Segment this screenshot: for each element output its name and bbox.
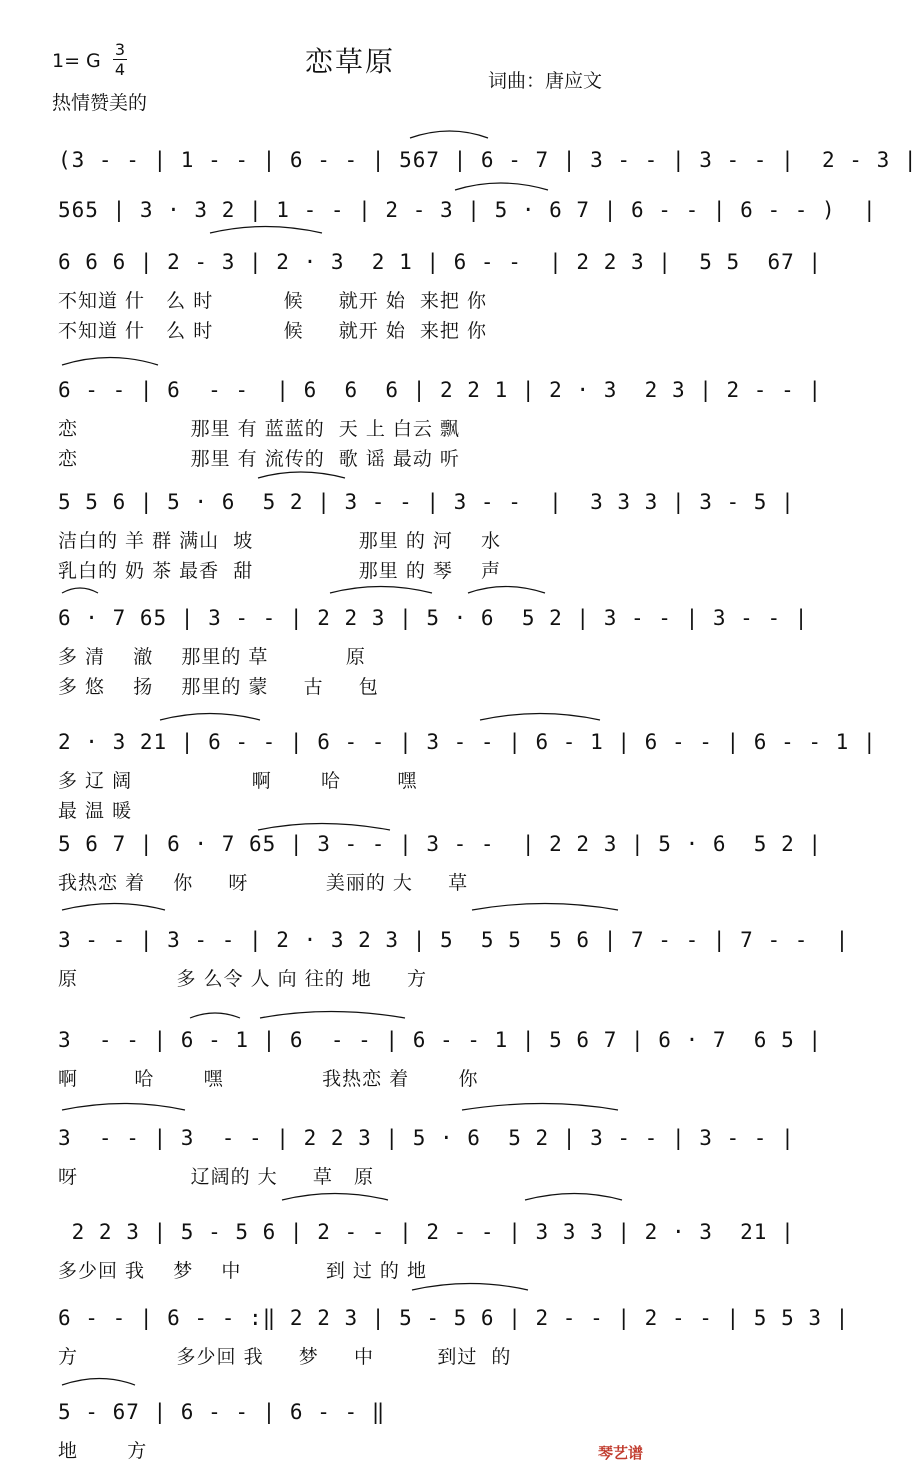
notation-line: 5 5 6 | 5 · 6 5 2 | 3 - - | 3 - - | 3 3 3 | 3 - 5 | xyxy=(58,490,795,514)
notation-line: 5 - 67 | 6 - - | 6 - - ‖ xyxy=(58,1400,386,1424)
lyric-line: 乳白的 奶 茶 最香 甜 那里 的 琴 声 xyxy=(58,560,502,582)
lyric-line: 啊 哈 嘿 我热恋 着 你 xyxy=(58,1068,479,1090)
slur xyxy=(190,1013,240,1018)
lyric-line: 我热恋 着 你 呀 美丽的 大 草 xyxy=(58,872,469,894)
slur xyxy=(260,1012,405,1019)
lyric-line: 最 温 暖 xyxy=(58,800,133,822)
lyric-line: 多 辽 阔 啊 哈 嘿 xyxy=(58,770,418,792)
slur xyxy=(468,587,545,594)
lyric-line: 原 多 么令 人 向 往的 地 方 xyxy=(58,968,427,990)
slur xyxy=(258,472,345,478)
time-signature xyxy=(110,41,130,78)
slur xyxy=(62,588,98,593)
notation-line: (3 - - | 1 - - | 6 - - | 567 | 6 - 7 | 3 - - | 3 - - | 2 - 3 | xyxy=(58,148,918,172)
slur xyxy=(62,1379,135,1386)
notation-line: 2 2 3 | 5 - 5 6 | 2 - - | 2 - - | 3 3 3 | 2 · 3 21 | xyxy=(58,1220,795,1244)
lyric-line: 多少回 我 梦 中 到 过 的 地 xyxy=(58,1260,427,1282)
credit: 词曲：唐应文 xyxy=(488,70,603,92)
notation-line: 565 | 3 · 3 2 | 1 - - | 2 - 3 | 5 · 6 7 | 6 - - | 6 - - ) | xyxy=(58,198,877,222)
notation-line: 3 - - | 3 - - | 2 2 3 | 5 · 6 5 2 | 3 - - | 3 - - | xyxy=(58,1126,795,1150)
lyric-line: 多 悠 扬 那里的 蒙 古 包 xyxy=(58,676,379,698)
slur xyxy=(62,358,158,366)
lyric-line: 方 多少回 我 梦 中 到过 的 xyxy=(58,1346,512,1368)
slur xyxy=(330,587,432,594)
slur xyxy=(62,1104,185,1111)
lyric-line: 多 清 澈 那里的 草 原 xyxy=(58,646,366,668)
key-signature: 1= G xyxy=(52,50,101,72)
notation-line: 3 - - | 6 - 1 | 6 - - | 6 - - 1 | 5 6 7 | 6 · 7 6 5 | xyxy=(58,1028,823,1052)
lyric-line: 不知道 什 么 时 候 就开 始 来把 你 xyxy=(58,290,487,312)
meter-top: 3 xyxy=(114,40,126,59)
slur xyxy=(62,904,165,911)
notation-line: 6 - - | 6 - - | 6 6 6 | 2 2 1 | 2 · 3 2 3 | 2 - - | xyxy=(58,378,823,402)
slur xyxy=(258,824,390,831)
lyric-line: 不知道 什 么 时 候 就开 始 来把 你 xyxy=(58,320,487,342)
slur xyxy=(455,183,548,190)
song-title: 恋草原 xyxy=(304,45,395,78)
tempo-mood: 热情赞美的 xyxy=(52,92,148,114)
slur xyxy=(525,1194,622,1201)
slur xyxy=(412,1284,528,1291)
meter-bottom: 4 xyxy=(114,60,126,79)
slur xyxy=(472,904,618,911)
lyric-line: 恋 那里 有 蓝蓝的 天 上 白云 飘 xyxy=(58,418,460,440)
slur xyxy=(160,714,260,721)
notation-line: 6 6 6 | 2 - 3 | 2 · 3 2 1 | 6 - - | 2 2 3 | 5 5 67 | xyxy=(58,250,823,274)
slur xyxy=(282,1194,388,1201)
lyric-line: 呀 辽阔的 大 草 原 xyxy=(58,1166,374,1188)
slur xyxy=(462,1104,618,1111)
lyric-line: 洁白的 羊 群 满山 坡 那里 的 河 水 xyxy=(58,530,502,552)
notation-line: 3 - - | 3 - - | 2 · 3 2 3 | 5 5 5 5 6 | 7 - - | 7 - - | xyxy=(58,928,850,952)
notation-line: 6 · 7 65 | 3 - - | 2 2 3 | 5 · 6 5 2 | 3 - - | 3 - - | xyxy=(58,606,809,630)
lyric-line: 地 方 xyxy=(58,1440,148,1462)
notation-line: 2 · 3 21 | 6 - - | 6 - - | 3 - - | 6 - 1 | 6 - - | 6 - - 1 | xyxy=(58,730,877,754)
watermark-logo: 琴艺谱 xyxy=(598,1444,644,1462)
notation-line: 5 6 7 | 6 · 7 65 | 3 - - | 3 - - | 2 2 3 | 5 · 6 5 2 | xyxy=(58,832,823,856)
slur xyxy=(410,131,488,138)
slur xyxy=(210,227,322,234)
notation-line: 6 - - | 6 - - :‖ 2 2 3 | 5 - 5 6 | 2 - - | 2 - - | 5 5 3 | xyxy=(58,1306,850,1330)
lyric-line: 恋 那里 有 流传的 歌 谣 最动 听 xyxy=(58,448,460,470)
slur xyxy=(480,714,600,721)
